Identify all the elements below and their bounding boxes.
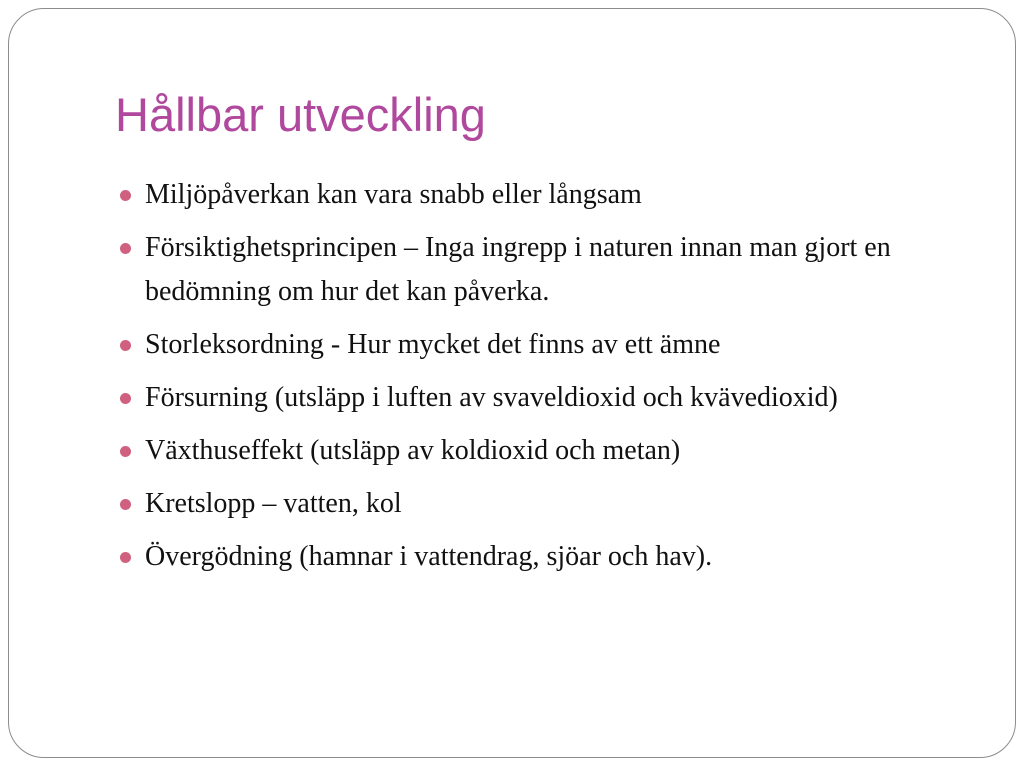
bullet-list bbox=[117, 173, 977, 588]
bullet-item bbox=[117, 482, 977, 526]
bullet-dot-icon bbox=[120, 552, 131, 563]
bullet-item bbox=[117, 429, 977, 473]
bullet-text: Växthuseffekt (utsläpp av koldioxid och metan) bbox=[145, 435, 681, 466]
bullet-item bbox=[117, 226, 977, 314]
bullet-dot-icon bbox=[120, 190, 131, 201]
bullet-text: Kretslopp – vatten, kol bbox=[145, 488, 402, 519]
bullet-text: Miljöpåverkan kan vara snabb eller långsam bbox=[145, 179, 642, 210]
bullet-dot-icon bbox=[120, 393, 131, 404]
slide-frame bbox=[8, 8, 1016, 758]
slide-title: Hållbar utveckling bbox=[115, 88, 486, 141]
bullet-text: Försurning (utsläpp i luften av svaveldioxid och kvävedioxid) bbox=[145, 382, 838, 413]
bullet-dot-icon bbox=[120, 446, 131, 457]
bullet-text: Övergödning (hamnar i vattendrag, sjöar och hav). bbox=[145, 541, 713, 572]
bullet-dot-icon bbox=[120, 340, 131, 351]
bullet-item bbox=[117, 535, 977, 579]
bullet-text: Storleksordning - Hur mycket det finns av ett ämne bbox=[145, 329, 721, 360]
bullet-item bbox=[117, 323, 977, 367]
bullet-item bbox=[117, 173, 977, 217]
bullet-text: Försiktighetsprincipen – Inga ingrepp i naturen innan man gjort en bedömning om hur det kan påverka. bbox=[145, 232, 891, 307]
bullet-item bbox=[117, 376, 977, 420]
bullet-dot-icon bbox=[120, 243, 131, 254]
bullet-dot-icon bbox=[120, 499, 131, 510]
